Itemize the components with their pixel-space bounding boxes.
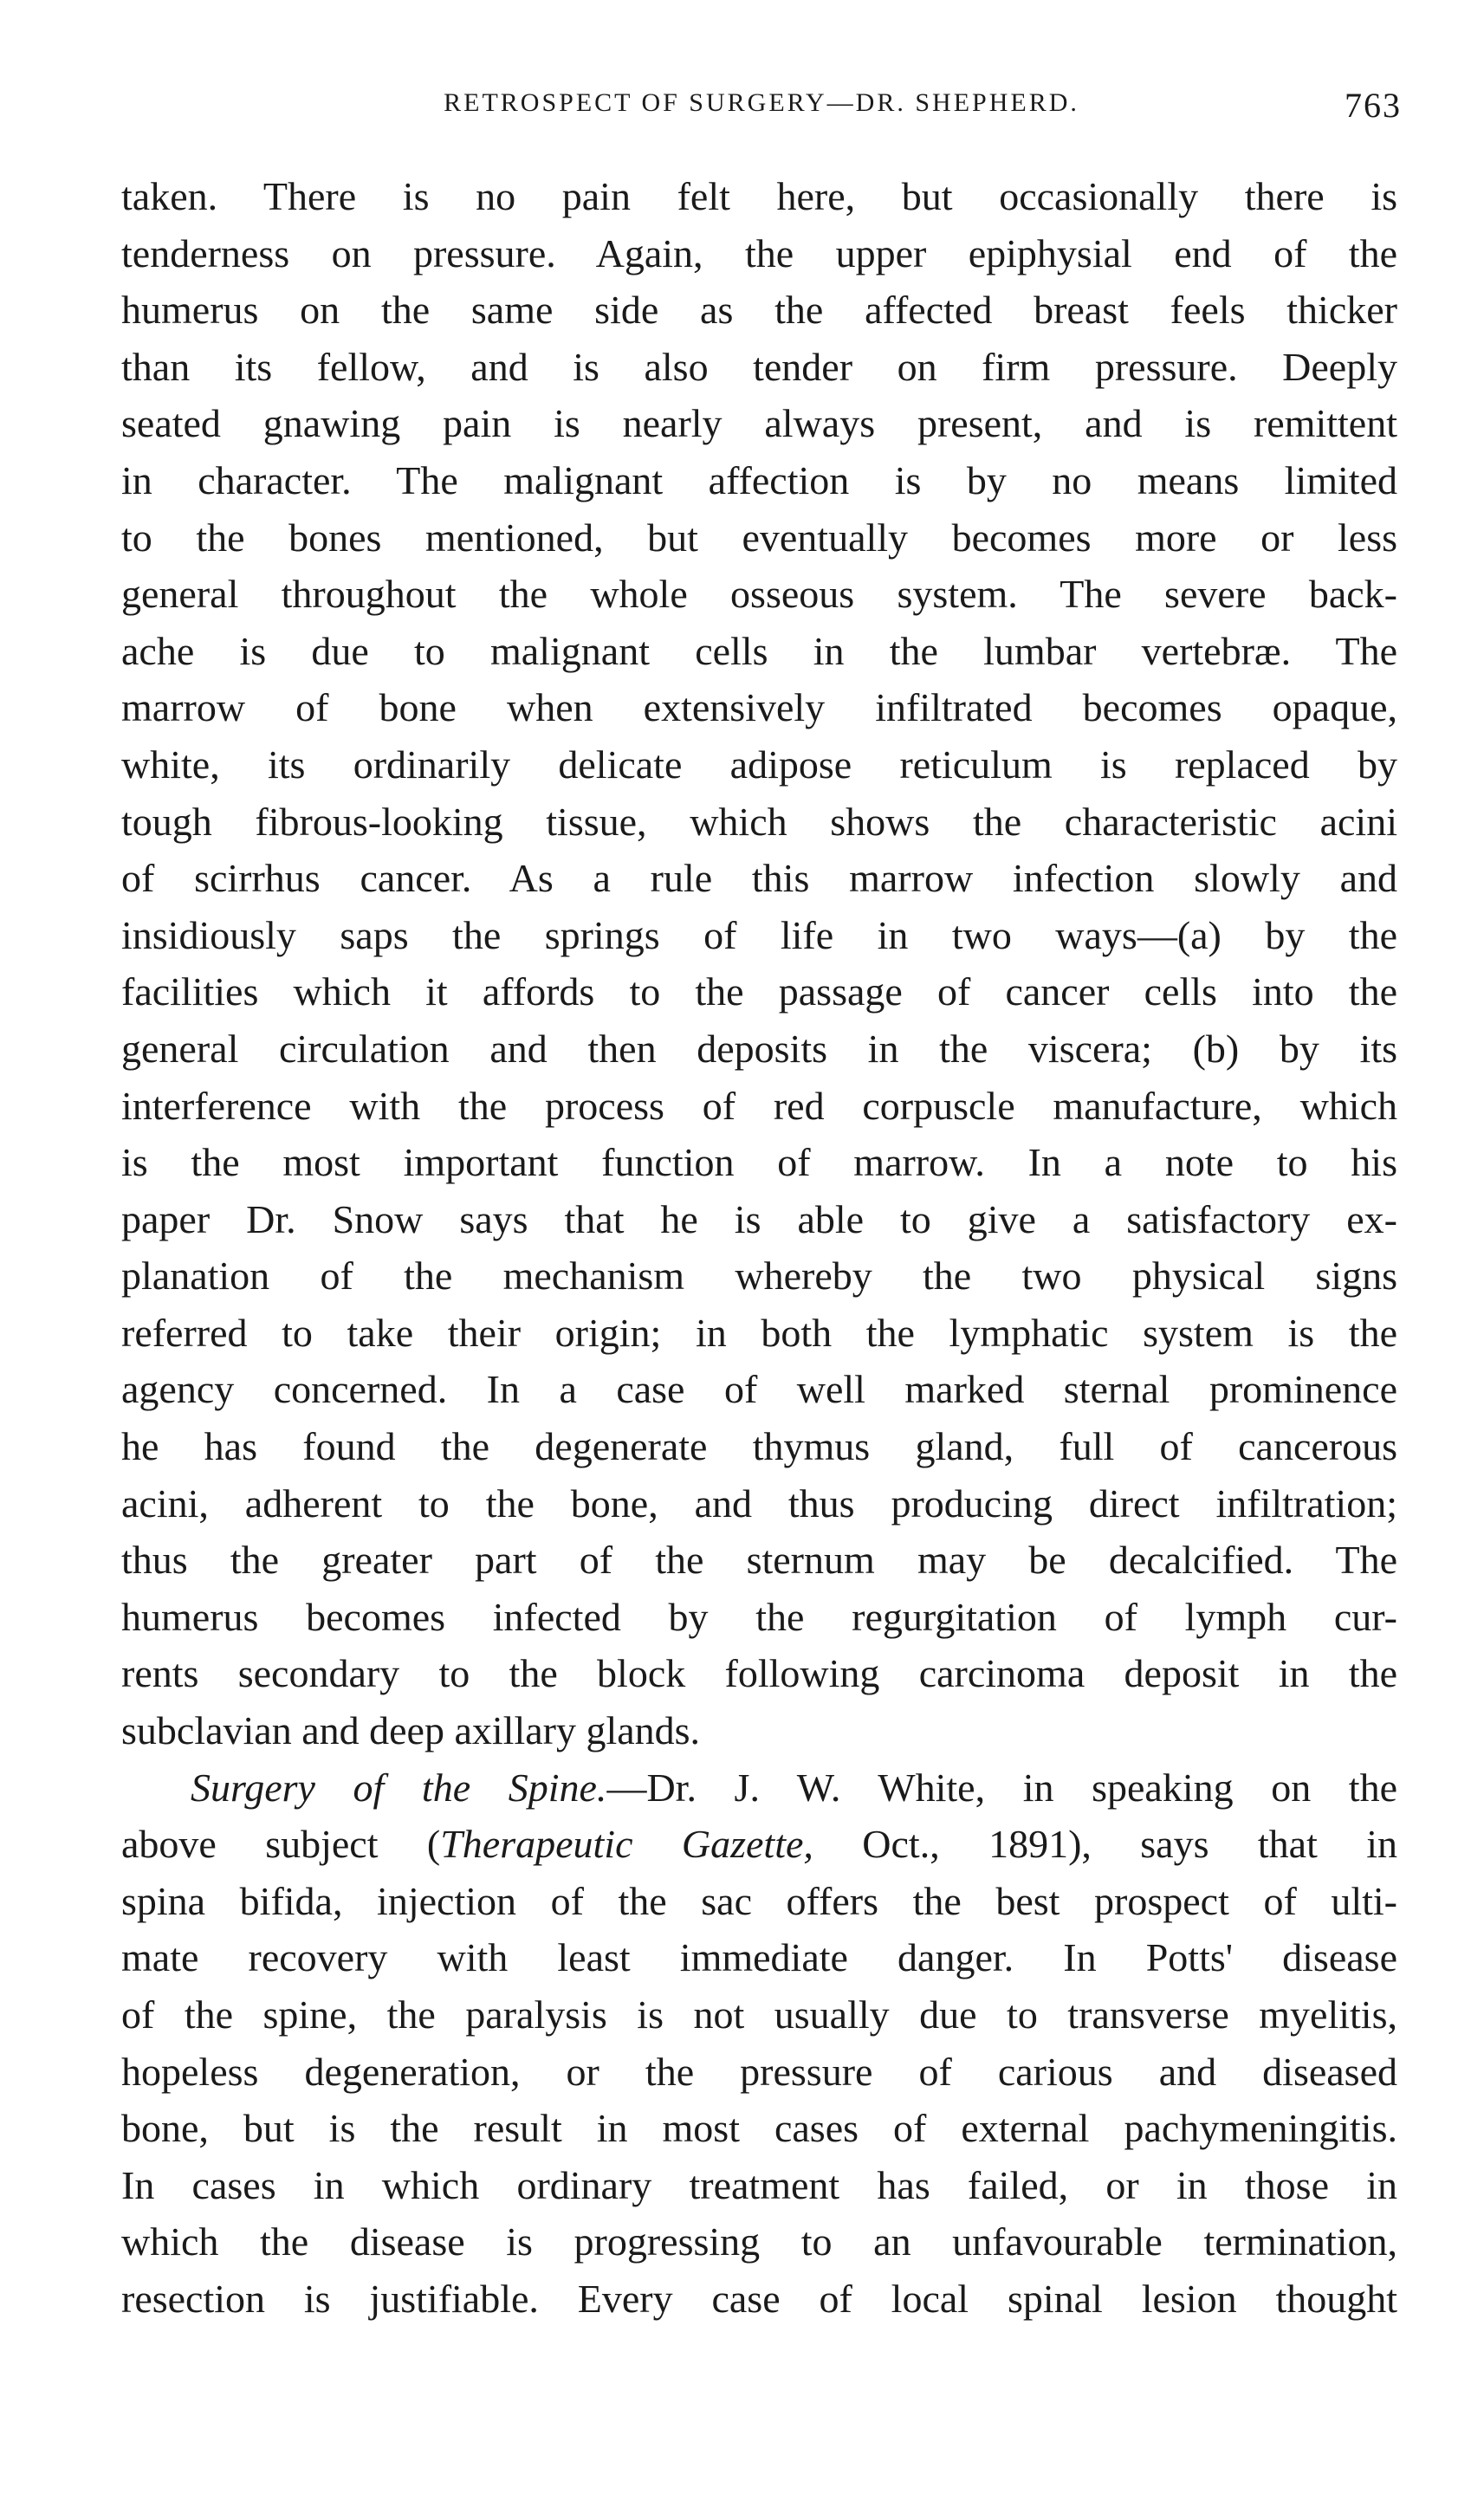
text-line: planation of the mechanism whereby the two physical signs <box>121 1254 1397 1299</box>
section-heading-line <box>121 1759 1397 1817</box>
text-line: thus the greater part of the sternum may be decalcified. The <box>121 1538 1397 1583</box>
text-line: taken. There is no pain felt here, but occasionally there is <box>121 174 1397 218</box>
text-line: tough fibrous-looking tissue, which shows the characteristic acini <box>121 799 1397 844</box>
text-line: acini, adherent to the bone, and thus producing direct infiltration; <box>121 1480 1397 1526</box>
text-line: hopeless degeneration, or the pressure of carious and diseased <box>121 2049 1397 2094</box>
text-line: which the disease is progressing to an unfavourable termination, <box>121 2219 1397 2264</box>
text-line: white, its ordinarily delicate adipose reticulum is replaced by <box>121 742 1397 787</box>
text-line: of scirrhus cancer. As a rule this marrow infection slowly and <box>121 856 1397 901</box>
text-line: humerus becomes infected by the regurgitation of lymph cur- <box>121 1594 1397 1639</box>
text-line: In cases in which ordinary treatment has failed, or in those in <box>121 2162 1397 2207</box>
text-line: tenderness on pressure. Again, the upper epiphysial end of the <box>121 230 1397 275</box>
text-line: paper Dr. Snow says that he is able to give a satisfactory ex- <box>121 1196 1397 1241</box>
text-line: ache is due to malignant cells in the lumbar vertebræ. The <box>121 628 1397 673</box>
text-line: to the bones mentioned, but eventually becomes more or less <box>121 515 1397 560</box>
text-line: subclavian and deep axillary glands. <box>121 1708 701 1753</box>
text-line: than its fellow, and is also tender on firm pressure. Deeply <box>121 344 1397 389</box>
text-line: in character. The malignant affection is by no means limited <box>121 457 1397 502</box>
text-line: humerus on the same side as the affected breast feels thicker <box>121 288 1397 333</box>
text-line: marrow of bone when extensively infiltrated becomes opaque, <box>121 685 1397 730</box>
text-line: general throughout the whole osseous system. The severe back- <box>121 572 1397 617</box>
page-number: 763 <box>1345 86 1402 125</box>
text-line: facilities which it affords to the passage of cancer cells into the <box>121 969 1397 1014</box>
section-heading: Surgery of the Spine. <box>191 1765 607 1810</box>
body-text <box>121 168 1397 2328</box>
text-line: rents secondary to the block following carcinoma deposit in the <box>121 1651 1397 1696</box>
text-line: general circulation and then deposits in the viscera; (b) by its <box>121 1026 1397 1071</box>
running-title: RETROSPECT OF SURGERY—DR. SHEPHERD. <box>444 88 1079 117</box>
text-line: interference with the process of red corpuscle manufacture, which <box>121 1083 1397 1128</box>
section-heading-rest: —Dr. J. W. White, in speaking on the <box>606 1765 1397 1810</box>
text-line: mate recovery with least immediate danger. In Potts' disease <box>121 1935 1397 1980</box>
text-line: referred to take their origin; in both the lymphatic system is the <box>121 1310 1397 1355</box>
text-line: agency concerned. In a case of well marked sternal prominence <box>121 1367 1397 1412</box>
citation-post: Oct., 1891), says that in <box>813 1822 1397 1867</box>
text-line: is the most important function of marrow. In a note to his <box>121 1140 1397 1185</box>
text-line <box>121 1816 1397 1873</box>
text-line: bone, but is the result in most cases of external pachymeningitis. <box>121 2106 1397 2151</box>
text-line: seated gnawing pain is nearly always present, and is remittent <box>121 401 1397 446</box>
citation-pre: above subject ( <box>121 1822 441 1867</box>
text-line: insidiously saps the springs of life in two ways—(a) by the <box>121 912 1397 957</box>
text-line: resection is justifiable. Every case of local spinal lesion thought <box>121 2276 1397 2321</box>
journal-title: Therapeutic Gazette, <box>440 1822 813 1867</box>
text-line: of the spine, the paralysis is not usually due to transverse myelitis, <box>121 1992 1397 2037</box>
text-line: he has found the degenerate thymus gland, full of cancerous <box>121 1424 1397 1469</box>
running-header <box>121 88 1402 140</box>
text-line: spina bifida, injection of the sac offers the best prospect of ulti- <box>121 1878 1397 1923</box>
